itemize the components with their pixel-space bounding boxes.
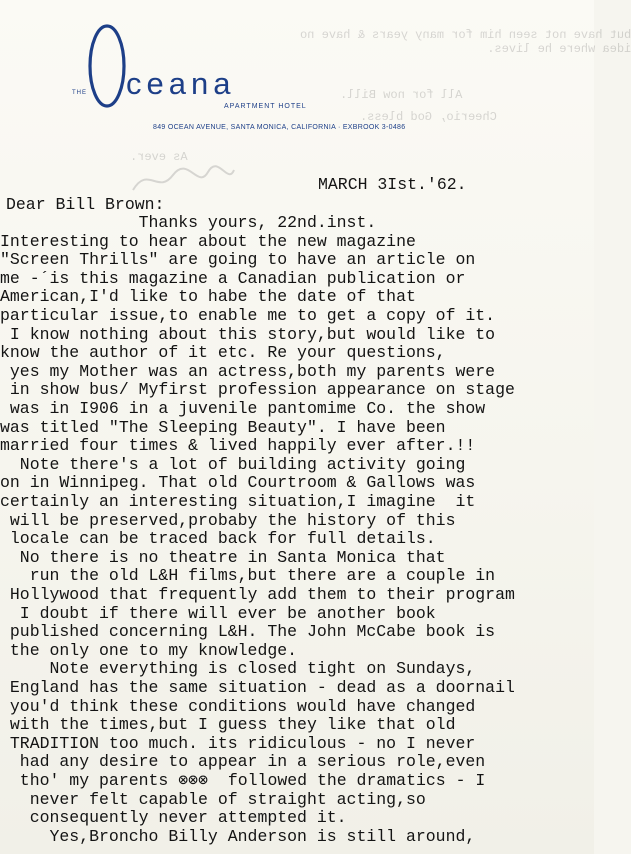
letter-line: TRADITION too much. its ridiculous - no I never — [0, 733, 476, 753]
letter-line: tho' my parents ⊗⊗⊗ followed the dramatics - I — [0, 771, 486, 790]
letter-line: particular issue,to enable me to get a copy of it. — [0, 306, 496, 325]
letter-line: No there is no theatre in Santa Monica that — [0, 547, 446, 567]
letter-line: Note there's a lot of building activity going — [0, 454, 466, 474]
letter-line: consequently never attempted it. — [0, 808, 347, 828]
letter-line: Interesting to hear about the new magazine — [0, 231, 416, 251]
letter-line: Note everything is closed tight on Sundays, — [0, 659, 476, 679]
letter-line: published concerning L&H. The John McCabe book is — [0, 622, 496, 642]
letter-date: MARCH 3Ist.'62. — [318, 175, 467, 194]
letter-line: Hollywood that frequently add them to their program — [0, 585, 515, 604]
letter-line: Thanks yours, 22nd.inst. — [0, 213, 377, 232]
letter-line: England has the same situation - dead as a doornail — [0, 678, 515, 697]
bleed-through-text: All for now Bill. — [340, 88, 463, 102]
letter-line: me -´is this magazine a Canadian publication or — [0, 268, 466, 288]
letter-line: run the old L&H films,but there are a couple in — [0, 566, 496, 586]
letter-salutation: Dear Bill Brown: — [6, 195, 165, 214]
letterhead-address: 849 OCEAN AVENUE, SANTA MONICA, CALIFORNIA · EXBROOK 3-0486 — [153, 124, 406, 131]
letter-line: with the times,but I guess they like that old — [0, 715, 456, 735]
bleed-through-signature — [128, 160, 238, 200]
bleed-through-text: but have not seen him for many years & have no idea where he lives. — [300, 28, 631, 56]
letter-line: you'd think these conditions would have changed — [0, 696, 476, 716]
letter-line: in show bus/ Myfirst profession appearance on stage — [0, 380, 515, 400]
letter-line: never felt capable of straight acting,so — [0, 789, 426, 809]
letter-line: was titled "The Sleeping Beauty". I have been — [0, 417, 446, 437]
bleed-through-text: As ever. — [130, 150, 188, 164]
bleed-through-text: Cheerio, God bless. — [360, 110, 497, 124]
letter-line: the only one to my knowledge. — [0, 640, 298, 660]
letter-line: "Screen Thrills" are going to have an article on — [0, 250, 476, 270]
letter-line: yes my Mother was an actress,both my parents were — [0, 361, 496, 381]
letter-line: certainly an interesting situation,I imagine it — [0, 492, 476, 511]
oceana-logo-o — [84, 20, 130, 112]
letter-line: married four times & lived happily ever after.!! — [0, 436, 476, 456]
letter-line: was in I906 in a juvenile pantomime Co. the show — [0, 399, 486, 418]
letter-line: on in Winnipeg. That old Courtroom & Gallows was — [0, 473, 476, 493]
letterhead-the: THE — [72, 90, 87, 96]
letterhead-subtitle: APARTMENT HOTEL — [224, 103, 307, 110]
letter-line: American,I'd like to habe the date of that — [0, 287, 416, 307]
letterhead-name: ceana — [126, 66, 236, 101]
letter-line: I doubt if there will ever be another book — [0, 603, 436, 623]
letter-line: had any desire to appear in a serious role,even — [0, 752, 486, 772]
letter-line: know the author of it etc. Re your questions, — [0, 343, 446, 363]
letter-line: I know nothing about this story,but would like to — [0, 324, 496, 344]
letter-line: locale can be traced back for full details. — [0, 529, 436, 549]
letter-line: Yes,Broncho Billy Anderson is still around, — [0, 826, 476, 846]
letter-line: will be preserved,probaby the history of this — [0, 510, 456, 530]
